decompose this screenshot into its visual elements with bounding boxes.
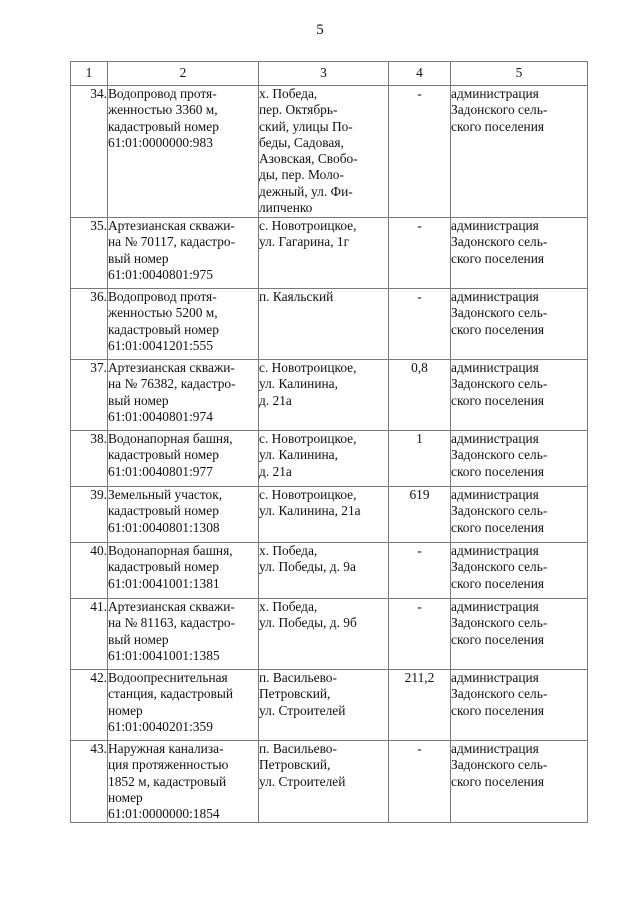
owner-line: Задонского сель- (451, 757, 548, 773)
address-line: с. Новотроицкое, (259, 431, 357, 446)
object-description (108, 86, 259, 218)
object-owner (451, 218, 588, 289)
owner-line: ского поселения (451, 631, 545, 647)
object-line: 61:01:0040801:1308 (108, 519, 220, 535)
address-line: д. 21а (259, 463, 292, 479)
object-area: - (389, 599, 451, 670)
owner-line: администрация (451, 487, 539, 502)
row-number: 34. (71, 86, 108, 218)
table-body (71, 86, 588, 823)
object-line: женностью 3360 м, (108, 102, 218, 118)
object-line: 61:01:0000000:1854 (108, 806, 220, 822)
header-col-4: 4 (389, 62, 451, 86)
owner-line: ского поселения (451, 321, 545, 337)
owner-line: ского поселения (451, 118, 545, 134)
object-line: станция, кадастровый (108, 686, 234, 702)
address-line: пер. Октябрь- (259, 102, 338, 118)
table-row (71, 218, 588, 289)
object-line: кадастровый номер (108, 503, 219, 519)
object-description (108, 741, 259, 823)
owner-line: администрация (451, 670, 539, 685)
object-description (108, 360, 259, 431)
object-line: Водопровод протя- (108, 289, 217, 304)
object-line: женностью 5200 м, (108, 305, 218, 321)
object-address (259, 741, 389, 823)
address-line: ды, пер. Моло- (259, 167, 344, 183)
object-line: 61:01:0040801:974 (108, 408, 213, 424)
owner-line: администрация (451, 543, 539, 558)
object-area: 0,8 (389, 360, 451, 431)
object-address (259, 289, 389, 360)
owner-line: администрация (451, 86, 539, 101)
object-owner (451, 487, 588, 543)
owner-line: Задонского сель- (451, 559, 548, 575)
row-number: 37. (71, 360, 108, 431)
owner-line: Задонского сель- (451, 305, 548, 321)
object-address (259, 487, 389, 543)
address-line: ул. Калинина, (259, 447, 338, 463)
object-address (259, 431, 389, 487)
row-number: 43. (71, 741, 108, 823)
object-owner (451, 599, 588, 670)
object-owner (451, 289, 588, 360)
object-line: ция протяженностью (108, 757, 229, 773)
address-line: п. Васильево- (259, 670, 337, 685)
object-owner (451, 670, 588, 741)
address-line: Азовская, Свобо- (259, 151, 358, 167)
object-description (108, 487, 259, 543)
object-line: кадастровый номер (108, 118, 219, 134)
address-line: д. 21а (259, 392, 292, 408)
address-line: х. Победа, (259, 599, 318, 614)
owner-line: администрация (451, 599, 539, 614)
owner-line: Задонского сель- (451, 686, 548, 702)
address-line: с. Новотроицкое, (259, 360, 357, 375)
object-owner (451, 86, 588, 218)
object-address (259, 360, 389, 431)
row-number: 35. (71, 218, 108, 289)
object-line: 61:01:0040801:975 (108, 266, 213, 282)
address-line: с. Новотроицкое, (259, 218, 357, 233)
address-line: ул. Гагарина, 1г (259, 234, 350, 250)
object-address (259, 543, 389, 599)
address-line: дежный, ул. Фи- (259, 183, 353, 199)
object-line: вый номер (108, 631, 169, 647)
address-line: п. Каяльский (259, 289, 334, 304)
owner-line: администрация (451, 360, 539, 375)
object-description (108, 670, 259, 741)
owner-line: Задонского сель- (451, 234, 548, 250)
table-row (71, 670, 588, 741)
object-address (259, 86, 389, 218)
object-line: 61:01:0041201:555 (108, 337, 213, 353)
object-area: - (389, 543, 451, 599)
object-area: - (389, 289, 451, 360)
row-number: 38. (71, 431, 108, 487)
owner-line: Задонского сель- (451, 447, 548, 463)
owner-line: администрация (451, 289, 539, 304)
table-row (71, 360, 588, 431)
object-line: вый номер (108, 392, 169, 408)
owner-line: администрация (451, 218, 539, 233)
address-line: Петровский, (259, 686, 331, 702)
object-description (108, 289, 259, 360)
object-line: 1852 м, кадастровый (108, 773, 227, 789)
object-owner (451, 543, 588, 599)
object-line: вый номер (108, 250, 169, 266)
object-line: 61:01:0041001:1385 (108, 647, 220, 663)
address-line: ул. Калинина, (259, 376, 338, 392)
table-row (71, 741, 588, 823)
object-line: кадастровый номер (108, 559, 219, 575)
object-line: Артезианская скважи- (108, 360, 235, 375)
object-description (108, 218, 259, 289)
object-owner (451, 741, 588, 823)
row-number: 36. (71, 289, 108, 360)
address-line: х. Победа, (259, 86, 318, 101)
address-line: ул. Калинина, 21а (259, 503, 361, 519)
table-row (71, 431, 588, 487)
object-line: Водоопреснительная (108, 670, 228, 685)
row-number: 39. (71, 487, 108, 543)
owner-line: Задонского сель- (451, 376, 548, 392)
address-line: ул. Строителей (259, 702, 346, 718)
object-owner (451, 360, 588, 431)
address-line: Петровский, (259, 757, 331, 773)
owner-line: ского поселения (451, 519, 545, 535)
object-line: 61:01:0040201:359 (108, 718, 213, 734)
object-address (259, 218, 389, 289)
owner-line: Задонского сель- (451, 102, 548, 118)
object-line: номер (108, 789, 143, 805)
object-line: Земельный участок, (108, 487, 223, 502)
table-row (71, 543, 588, 599)
header-col-2: 2 (108, 62, 259, 86)
owner-line: администрация (451, 741, 539, 756)
object-line: Артезианская скважи- (108, 218, 235, 233)
table-row (71, 599, 588, 670)
owner-line: ского поселения (451, 250, 545, 266)
object-description (108, 431, 259, 487)
header-col-5: 5 (451, 62, 588, 86)
object-area: - (389, 218, 451, 289)
owner-line: администрация (451, 431, 539, 446)
page-number: 5 (316, 22, 324, 38)
object-owner (451, 431, 588, 487)
address-line: ул. Строителей (259, 773, 346, 789)
address-line: х. Победа, (259, 543, 318, 558)
row-number: 40. (71, 543, 108, 599)
row-number: 41. (71, 599, 108, 670)
object-line: на № 76382, кадастро- (108, 376, 236, 392)
header-col-3: 3 (259, 62, 389, 86)
object-line: кадастровый номер (108, 321, 219, 337)
owner-line: Задонского сель- (451, 503, 548, 519)
table-row (71, 487, 588, 543)
object-line: Наружная канализа- (108, 741, 224, 756)
object-area: - (389, 741, 451, 823)
object-line: Артезианская скважи- (108, 599, 235, 614)
address-line: ул. Победы, д. 9а (259, 559, 356, 575)
owner-line: Задонского сель- (451, 615, 548, 631)
header-row (71, 62, 588, 86)
address-line: с. Новотроицкое, (259, 487, 357, 502)
owner-line: ского поселения (451, 773, 545, 789)
object-line: на № 70117, кадастро- (108, 234, 236, 250)
owner-line: ского поселения (451, 392, 545, 408)
object-line: кадастровый номер (108, 447, 219, 463)
object-line: на № 81163, кадастро- (108, 615, 236, 631)
owner-line: ского поселения (451, 575, 545, 591)
table-row (71, 86, 588, 218)
address-line: беды, Садовая, (259, 134, 344, 150)
address-line: ул. Победы, д. 9б (259, 615, 357, 631)
owner-line: ского поселения (451, 702, 545, 718)
object-area: 211,2 (389, 670, 451, 741)
object-line: 61:01:0000000:983 (108, 134, 213, 150)
object-line: 61:01:0040801:977 (108, 463, 213, 479)
object-description (108, 599, 259, 670)
table-row (71, 289, 588, 360)
object-line: Водонапорная башня, (108, 543, 233, 558)
header-col-1: 1 (71, 62, 108, 86)
property-register-table (70, 61, 588, 823)
address-line: липченко (259, 200, 313, 216)
object-description (108, 543, 259, 599)
object-address (259, 599, 389, 670)
object-area: - (389, 86, 451, 218)
object-address (259, 670, 389, 741)
object-line: Водонапорная башня, (108, 431, 233, 446)
row-number: 42. (71, 670, 108, 741)
address-line: ский, улицы По- (259, 118, 353, 134)
object-area: 619 (389, 487, 451, 543)
owner-line: ского поселения (451, 463, 545, 479)
object-area: 1 (389, 431, 451, 487)
object-line: 61:01:0041001:1381 (108, 575, 220, 591)
object-line: Водопровод протя- (108, 86, 217, 101)
address-line: п. Васильево- (259, 741, 337, 756)
object-line: номер (108, 702, 143, 718)
